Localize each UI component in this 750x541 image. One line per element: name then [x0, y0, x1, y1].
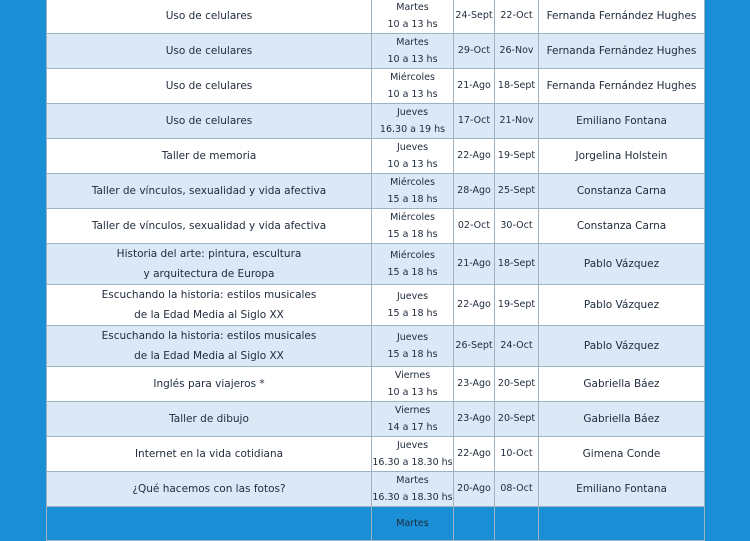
weekday-label: Martes: [396, 475, 429, 486]
end-date-cell: 19-Sept: [495, 285, 539, 326]
end-date-cell: 18-Sept: [495, 244, 539, 285]
start-date-cell: 20-Ago: [454, 472, 495, 507]
course-cell: [47, 0, 372, 34]
course-cell: [47, 69, 372, 104]
course-name-line: Uso de celulares: [165, 80, 253, 92]
time-range-label: 16.30 a 18.30 hs: [372, 492, 453, 503]
time-range-label: 10 a 13 hs: [387, 54, 438, 65]
course-cell: [47, 285, 372, 326]
day-time-cell: [372, 472, 454, 507]
course-name-line: Taller de vínculos, sexualidad y vida afectiva: [91, 220, 327, 232]
course-name-line: Taller de vínculos, sexualidad y vida afectiva: [91, 185, 327, 197]
end-date-cell: 10-Oct: [495, 437, 539, 472]
start-date-cell: 22-Ago: [454, 139, 495, 174]
teacher-cell: Jorgelina Holstein: [539, 139, 705, 174]
weekday-label: Viernes: [394, 405, 431, 416]
table-row: [47, 326, 705, 367]
weekday-label: Jueves: [396, 332, 429, 343]
course-name-line: Taller de dibujo: [169, 413, 249, 425]
weekday-label: Jueves: [396, 142, 429, 153]
weekday-label: Miércoles: [390, 212, 435, 223]
start-date-cell: [454, 507, 495, 541]
time-range-label: 16.30 a 18.30 hs: [372, 457, 453, 468]
course-cell: [47, 139, 372, 174]
table-row: [47, 174, 705, 209]
course-cell: [47, 507, 372, 541]
day-time-cell: [372, 0, 454, 34]
start-date-cell: 23-Ago: [454, 367, 495, 402]
time-range-label: 10 a 13 hs: [387, 89, 438, 100]
weekday-label: Viernes: [394, 370, 431, 381]
course-cell: [47, 367, 372, 402]
table-body: [47, 0, 705, 541]
course-cell: [47, 437, 372, 472]
start-date-cell: 29-Oct: [454, 34, 495, 69]
day-time-cell: [372, 507, 454, 541]
table-row: [47, 507, 705, 541]
course-cell: [47, 209, 372, 244]
weekday-label: Martes: [396, 2, 429, 13]
table-row: [47, 244, 705, 285]
teacher-cell: Emiliano Fontana: [539, 472, 705, 507]
weekday-label: Martes: [396, 518, 429, 529]
course-name-line: ¿Qué hacemos con las fotos?: [132, 483, 286, 495]
course-name-line: de la Edad Media al Siglo XX: [134, 309, 284, 321]
table-row: [47, 69, 705, 104]
teacher-cell: Pablo Vázquez: [539, 326, 705, 367]
course-name-line: y arquitectura de Europa: [143, 268, 275, 280]
course-name-line: Escuchando la historia: estilos musicales: [101, 330, 317, 342]
end-date-cell: 08-Oct: [495, 472, 539, 507]
weekday-label: Jueves: [396, 440, 429, 451]
day-time-cell: [372, 139, 454, 174]
day-time-cell: [372, 367, 454, 402]
weekday-label: Jueves: [396, 291, 429, 302]
time-range-label: 15 a 18 hs: [387, 267, 438, 278]
time-range-label: 15 a 18 hs: [387, 194, 438, 205]
time-range-label: 15 a 18 hs: [387, 229, 438, 240]
course-name-line: de la Edad Media al Siglo XX: [134, 350, 284, 362]
end-date-cell: 19-Sept: [495, 139, 539, 174]
course-name-line: Inglés para viajeros *: [153, 378, 265, 390]
end-date-cell: 26-Nov: [495, 34, 539, 69]
course-name-line: Historia del arte: pintura, escultura: [116, 248, 302, 260]
day-time-cell: [372, 174, 454, 209]
table-row: [47, 34, 705, 69]
time-range-label: 14 a 17 hs: [387, 422, 438, 433]
end-date-cell: [495, 507, 539, 541]
table-row: [47, 104, 705, 139]
teacher-cell: Fernanda Fernández Hughes: [539, 69, 705, 104]
teacher-cell: Constanza Carna: [539, 209, 705, 244]
day-time-cell: [372, 402, 454, 437]
teacher-cell: Gabriella Báez: [539, 367, 705, 402]
table-row: [47, 139, 705, 174]
teacher-cell: Fernanda Fernández Hughes: [539, 0, 705, 34]
start-date-cell: 23-Ago: [454, 402, 495, 437]
start-date-cell: 24-Sept: [454, 0, 495, 34]
table-row: [47, 285, 705, 326]
teacher-cell: Pablo Vázquez: [539, 285, 705, 326]
end-date-cell: 22-Oct: [495, 0, 539, 34]
time-range-label: 16.30 a 19 hs: [379, 124, 446, 135]
end-date-cell: 30-Oct: [495, 209, 539, 244]
course-name-line: Taller de memoria: [161, 150, 257, 162]
table-row: [47, 367, 705, 402]
time-range-label: 10 a 13 hs: [387, 159, 438, 170]
teacher-cell: Emiliano Fontana: [539, 104, 705, 139]
day-time-cell: [372, 244, 454, 285]
table-row: [47, 472, 705, 507]
teacher-cell: Fernanda Fernández Hughes: [539, 34, 705, 69]
weekday-label: Miércoles: [390, 72, 435, 83]
end-date-cell: 18-Sept: [495, 69, 539, 104]
table-row: [47, 437, 705, 472]
table-row: [47, 209, 705, 244]
course-name-line: Uso de celulares: [165, 10, 253, 22]
weekday-label: Jueves: [396, 107, 429, 118]
table-row: [47, 402, 705, 437]
course-cell: [47, 34, 372, 69]
day-time-cell: [372, 326, 454, 367]
end-date-cell: 20-Sept: [495, 367, 539, 402]
start-date-cell: 26-Sept: [454, 326, 495, 367]
time-range-label: 15 a 18 hs: [387, 349, 438, 360]
course-cell: [47, 174, 372, 209]
schedule-sheet: [46, 0, 704, 529]
time-range-label: 10 a 13 hs: [387, 19, 438, 30]
teacher-cell: Gabriella Báez: [539, 402, 705, 437]
start-date-cell: 02-Oct: [454, 209, 495, 244]
teacher-cell: Gimena Conde: [539, 437, 705, 472]
end-date-cell: 20-Sept: [495, 402, 539, 437]
time-range-label: 15 a 18 hs: [387, 308, 438, 319]
start-date-cell: 22-Ago: [454, 285, 495, 326]
course-schedule-table: [46, 0, 705, 541]
course-cell: [47, 104, 372, 139]
course-cell: [47, 244, 372, 285]
start-date-cell: 17-Oct: [454, 104, 495, 139]
day-time-cell: [372, 437, 454, 472]
weekday-label: Miércoles: [390, 177, 435, 188]
course-name-line: Uso de celulares: [165, 45, 253, 57]
course-cell: [47, 402, 372, 437]
start-date-cell: 28-Ago: [454, 174, 495, 209]
teacher-cell: [539, 507, 705, 541]
weekday-label: Miércoles: [390, 250, 435, 261]
course-cell: [47, 326, 372, 367]
start-date-cell: 21-Ago: [454, 244, 495, 285]
table-row: [47, 0, 705, 34]
day-time-cell: [372, 69, 454, 104]
day-time-cell: [372, 104, 454, 139]
course-name-line: Internet en la vida cotidiana: [134, 448, 284, 460]
end-date-cell: 25-Sept: [495, 174, 539, 209]
end-date-cell: 24-Oct: [495, 326, 539, 367]
course-name-line: Escuchando la historia: estilos musicales: [101, 289, 317, 301]
teacher-cell: Pablo Vázquez: [539, 244, 705, 285]
time-range-label: 10 a 13 hs: [387, 387, 438, 398]
start-date-cell: 22-Ago: [454, 437, 495, 472]
course-name-line: Uso de celulares: [165, 115, 253, 127]
day-time-cell: [372, 285, 454, 326]
teacher-cell: Constanza Carna: [539, 174, 705, 209]
day-time-cell: [372, 209, 454, 244]
weekday-label: Martes: [396, 37, 429, 48]
day-time-cell: [372, 34, 454, 69]
end-date-cell: 21-Nov: [495, 104, 539, 139]
start-date-cell: 21-Ago: [454, 69, 495, 104]
course-cell: [47, 472, 372, 507]
